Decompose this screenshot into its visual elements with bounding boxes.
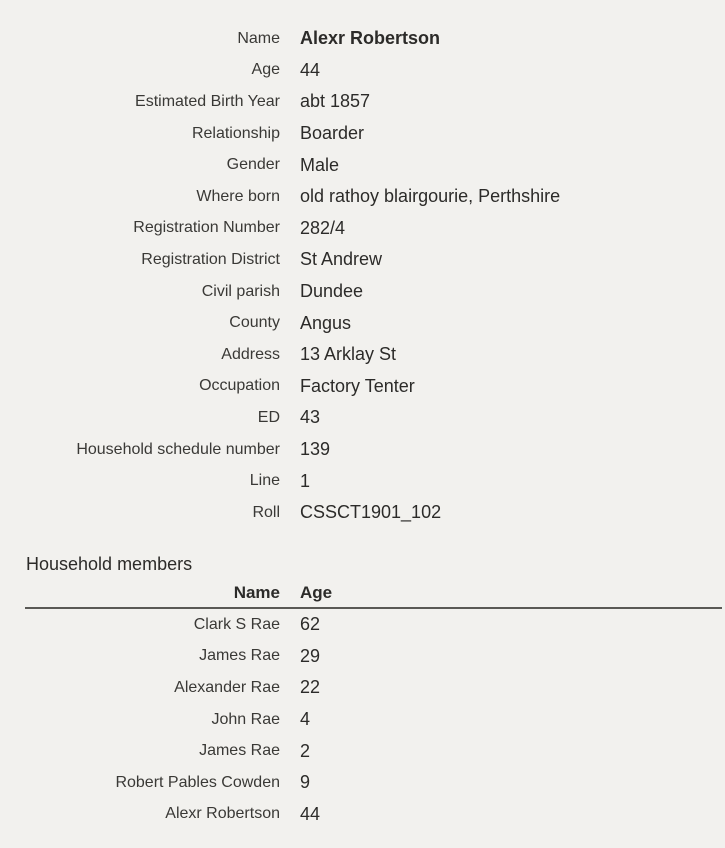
- detail-label: Estimated Birth Year: [135, 92, 280, 110]
- detail-row-gender: [0, 149, 725, 181]
- detail-row-roll: [0, 497, 725, 529]
- detail-value: Alexr Robertson: [300, 28, 441, 49]
- detail-value: Dundee: [300, 281, 364, 302]
- detail-label: ED: [257, 408, 280, 426]
- detail-label: Roll: [252, 503, 280, 521]
- detail-value: 44: [300, 59, 321, 80]
- detail-label: Name: [237, 29, 280, 47]
- detail-row-name: [0, 23, 725, 55]
- detail-row-age: [0, 55, 725, 87]
- record-details: [0, 23, 725, 529]
- table-row[interactable]: [25, 767, 722, 799]
- detail-value: abt 1857: [300, 91, 371, 112]
- detail-label: Relationship: [191, 124, 280, 142]
- member-age: 9: [300, 772, 311, 793]
- detail-label: Civil parish: [201, 282, 280, 300]
- member-age: 22: [300, 677, 321, 698]
- table-row[interactable]: [25, 735, 722, 767]
- member-name[interactable]: James Rae: [199, 647, 280, 665]
- detail-label: Occupation: [199, 377, 280, 395]
- detail-value: 13 Arklay St: [300, 344, 397, 365]
- detail-row-line: [0, 465, 725, 497]
- detail-value: Male: [300, 154, 340, 175]
- detail-value: 1: [300, 470, 311, 491]
- member-name[interactable]: John Rae: [211, 710, 280, 728]
- member-name[interactable]: Robert Pables Cowden: [115, 773, 280, 791]
- member-name[interactable]: Alexander Rae: [174, 678, 280, 696]
- detail-value: Angus: [300, 312, 352, 333]
- table-body: [25, 609, 722, 830]
- member-age: 2: [300, 740, 311, 761]
- table-header: [25, 578, 722, 609]
- member-name[interactable]: James Rae: [199, 742, 280, 760]
- member-age: 4: [300, 709, 311, 730]
- table-row[interactable]: [25, 672, 722, 704]
- detail-label: County: [229, 314, 280, 332]
- table-row[interactable]: [25, 609, 722, 641]
- household-members-heading: Household members: [26, 554, 193, 574]
- detail-row-birth-year: [0, 86, 725, 118]
- detail-value: old rathoy blairgourie, Perthshire: [300, 186, 561, 207]
- detail-label: Age: [251, 61, 280, 79]
- member-name[interactable]: Clark S Rae: [193, 615, 280, 633]
- detail-label: Household schedule number: [76, 440, 280, 458]
- detail-label: Address: [221, 345, 280, 363]
- table-row[interactable]: [25, 704, 722, 736]
- detail-value: Boarder: [300, 123, 365, 144]
- detail-row-household-schedule-number: [0, 434, 725, 466]
- detail-value: St Andrew: [300, 249, 383, 270]
- detail-value: Factory Tenter: [300, 375, 415, 396]
- detail-row-civil-parish: [0, 276, 725, 308]
- detail-row-county: [0, 307, 725, 339]
- column-header-name: Name: [233, 582, 280, 602]
- detail-row-registration-number: [0, 213, 725, 245]
- member-age: 62: [300, 614, 321, 635]
- detail-value: 43: [300, 407, 321, 428]
- detail-label: Gender: [226, 156, 280, 174]
- member-age: 44: [300, 803, 321, 824]
- detail-row-relationship: [0, 118, 725, 150]
- member-age: 29: [300, 645, 321, 666]
- detail-label: Line: [249, 472, 280, 490]
- detail-value: CSSCT1901_102: [300, 502, 442, 523]
- household-members-table: [25, 578, 722, 830]
- table-row[interactable]: [25, 799, 722, 831]
- member-name[interactable]: Alexr Robertson: [165, 805, 280, 823]
- detail-row-where-born: [0, 181, 725, 213]
- column-header-age: Age: [300, 582, 333, 602]
- detail-label: Registration Number: [133, 219, 280, 237]
- detail-row-address: [0, 339, 725, 371]
- detail-row-registration-district: [0, 244, 725, 276]
- detail-value: 139: [300, 439, 331, 460]
- table-row[interactable]: [25, 641, 722, 673]
- detail-value: 282/4: [300, 217, 346, 238]
- detail-label: Where born: [196, 187, 280, 205]
- detail-row-occupation: [0, 371, 725, 403]
- detail-row-ed: [0, 402, 725, 434]
- detail-label: Registration District: [141, 250, 280, 268]
